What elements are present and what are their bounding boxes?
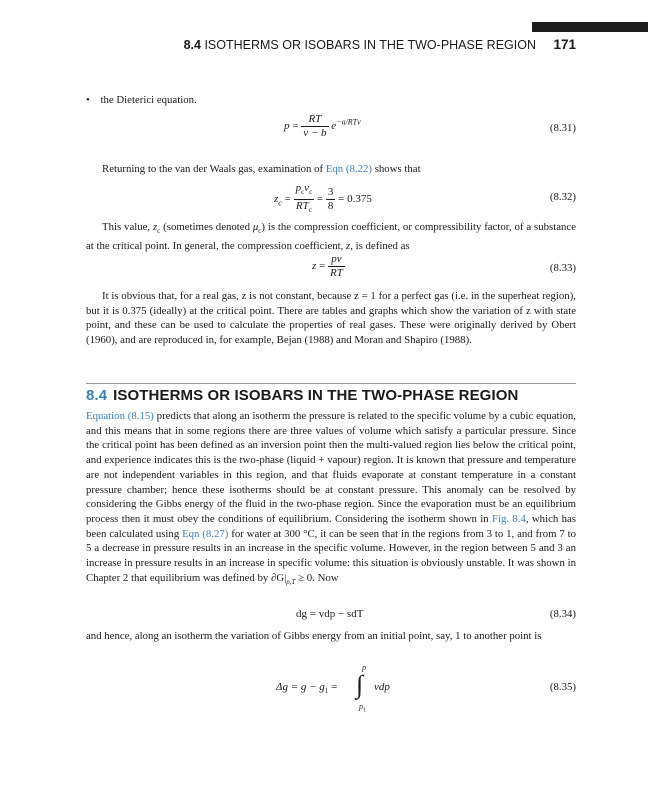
fig-8-4-link[interactable]: Fig. 8.4	[491, 512, 526, 525]
eq-8-31-exponent: −a/RTv	[336, 117, 361, 127]
eq-8-33-lhs: z	[312, 260, 317, 273]
eq-8-32-fraction-1	[294, 182, 315, 217]
eq-8-31-e: e	[331, 120, 337, 133]
eq-8-35-lower-sub: 1	[363, 707, 366, 714]
paragraph-5: and hence, along an isotherm the variation of Gibbs energy from an initial point, say, 1 to another point is	[86, 630, 542, 642]
eq-8-32-den2: 8	[327, 200, 334, 213]
bullet-symbol: •	[86, 94, 90, 106]
eq-8-32-lhs-sub: c	[278, 198, 282, 208]
para1-text-after: shows that	[372, 163, 421, 175]
eq-8-33-fraction	[328, 253, 345, 280]
eq-8-32-rel2: =	[316, 193, 324, 206]
eq-8-32-vc: v	[304, 182, 310, 194]
eq-8-35-lhs-wrap	[276, 681, 337, 695]
equation-label-8-31: (8.31)	[549, 122, 576, 134]
para1-text: Returning to the van der Waals gas, examination of	[102, 163, 326, 175]
equation-8-34: dg = vdp − sdT	[296, 608, 364, 620]
equation-label-8-35: (8.35)	[549, 681, 576, 693]
eq-8-31-lhs: p	[284, 120, 290, 133]
eq-8-32-den1: $RT_c$	[294, 199, 315, 217]
equation-8-31	[284, 113, 361, 140]
equation-label-8-32: (8.32)	[549, 191, 576, 203]
eq-8-33-num: pv	[331, 253, 342, 265]
header-section-title: ISOTHERMS OR ISOBARS IN THE TWO-PHASE REGION	[204, 38, 536, 52]
equation-label-8-34: (8.34)	[549, 608, 576, 620]
eq-8-35-lower: p	[359, 702, 363, 711]
eq-8-32-num1: $p_cv_c$	[295, 182, 313, 197]
eq-8-31-num: RT	[308, 113, 322, 125]
section-title: ISOTHERMS OR ISOBARS IN THE TWO-PHASE REGION	[113, 387, 519, 404]
integral-sign: ∫	[356, 670, 364, 699]
eq-8-33-den: RT	[330, 267, 343, 279]
eq-8-35-lhs-sub: 1	[324, 687, 329, 696]
eq-8-32-rtc: RT	[295, 200, 309, 213]
paragraph-2: This value, $z_c$ (sometimes denoted $\mu_c$) is the compression coefficient, or compressibility factor, of a substance at the critical point. In general, the compression coefficient, z, is defined as	[86, 221, 576, 252]
paragraph-1	[86, 162, 576, 177]
eq-8-32-lhs: z	[274, 193, 279, 206]
header-section-number: 8.4	[183, 38, 201, 52]
para4-part2: , which has been calculated using	[86, 512, 576, 540]
para4-sub: p,T	[286, 577, 296, 586]
section-heading	[86, 387, 518, 404]
equation-label-8-33: (8.33)	[549, 262, 576, 274]
eq-8-35-rel: =	[331, 681, 338, 693]
eq-8-31-fraction	[301, 113, 328, 140]
eq-8-35-lower-limit	[359, 702, 366, 714]
eq-8-31-den: v − b	[303, 127, 327, 139]
section-number: 8.4	[86, 387, 108, 404]
paragraph-4	[86, 409, 576, 590]
eq-8-35-integrand: vdp	[374, 681, 390, 693]
eq-8-31-rel: =	[292, 120, 299, 133]
eqn-8-27-link[interactable]: Eqn (8.27)	[182, 527, 229, 540]
eq-8-35-lhs: Δg = g − g	[276, 681, 325, 693]
header-bar	[532, 22, 648, 32]
eq-8-32-fraction-2	[326, 186, 336, 213]
paragraph-3: It is obvious that, for a real gas, z is not constant, because z = 1 for a perfect gas (i.e. in the superheat region), but it is 0.375 (ideally) at the critical point. There are tables and graphs which show the variation of z with state point, and these can be used to calculate the properties of real gases. These were originally derived by Obert (1960), and are reproduced in, for example, Bejan (1988) and Moran and Shapiro (1988).	[86, 290, 576, 347]
bullet-item	[86, 93, 576, 108]
equation-8-32	[274, 182, 372, 217]
eq-8-35-upper-limit: p	[362, 663, 366, 672]
para4-part1: predicts that along an isotherm the pressure is related to the specific volume by a cubic equation, and this means that in some regions there are three values of volume which satisfy a particular pressure. Since the critical point has been defined as an inversion point then the multi-valued region lies below the critical point, and experience indicates this is the two-phase (liquid + vapour) region. It is known that pressure and temperature are not independent variables in this region, and that fluids evaporate at constant temperature in a constant pressure chamber; hence these isotherms should be at constant pressure. This anomaly can be resolved by considering the Gibbs energy of the fluid in the two-phase region. Since the evaporation must be an equilibrium process then it must obey the conditions of equilibrium. Considering the isotherm shown in	[86, 410, 576, 525]
equation-8-33	[312, 253, 345, 280]
eqn-8-22-link[interactable]: Eqn (8.22)	[325, 163, 372, 175]
eq-8-32-rel1: =	[284, 193, 291, 206]
bullet-text: the Dieterici equation.	[100, 94, 197, 106]
eq-8-32-num2: 3	[327, 186, 334, 199]
running-header	[150, 37, 576, 55]
eq-8-32-rhs: = 0.375	[338, 193, 372, 206]
eq-8-32-pc: p	[295, 182, 302, 194]
para4-part4: ≥ 0. Now	[295, 571, 339, 584]
section-rule	[86, 383, 576, 384]
eq-8-33-rel: =	[319, 260, 326, 273]
page-number: 171	[553, 37, 576, 52]
para4-part3: for water at 300 °C, it can be seen that in the regions from 3 to 1, and from 7 to 5 a decrease in pressure results in an increase in the specific volume. However, in the region between 5 and 3 an increase in pressure results in an increase in specific volume: this situation is obviously unstable. It was shown in Chapter 2 that equilibrium was defined by ∂G|	[86, 527, 576, 584]
equation-8-15-link[interactable]: Equation (8.15)	[86, 410, 154, 422]
